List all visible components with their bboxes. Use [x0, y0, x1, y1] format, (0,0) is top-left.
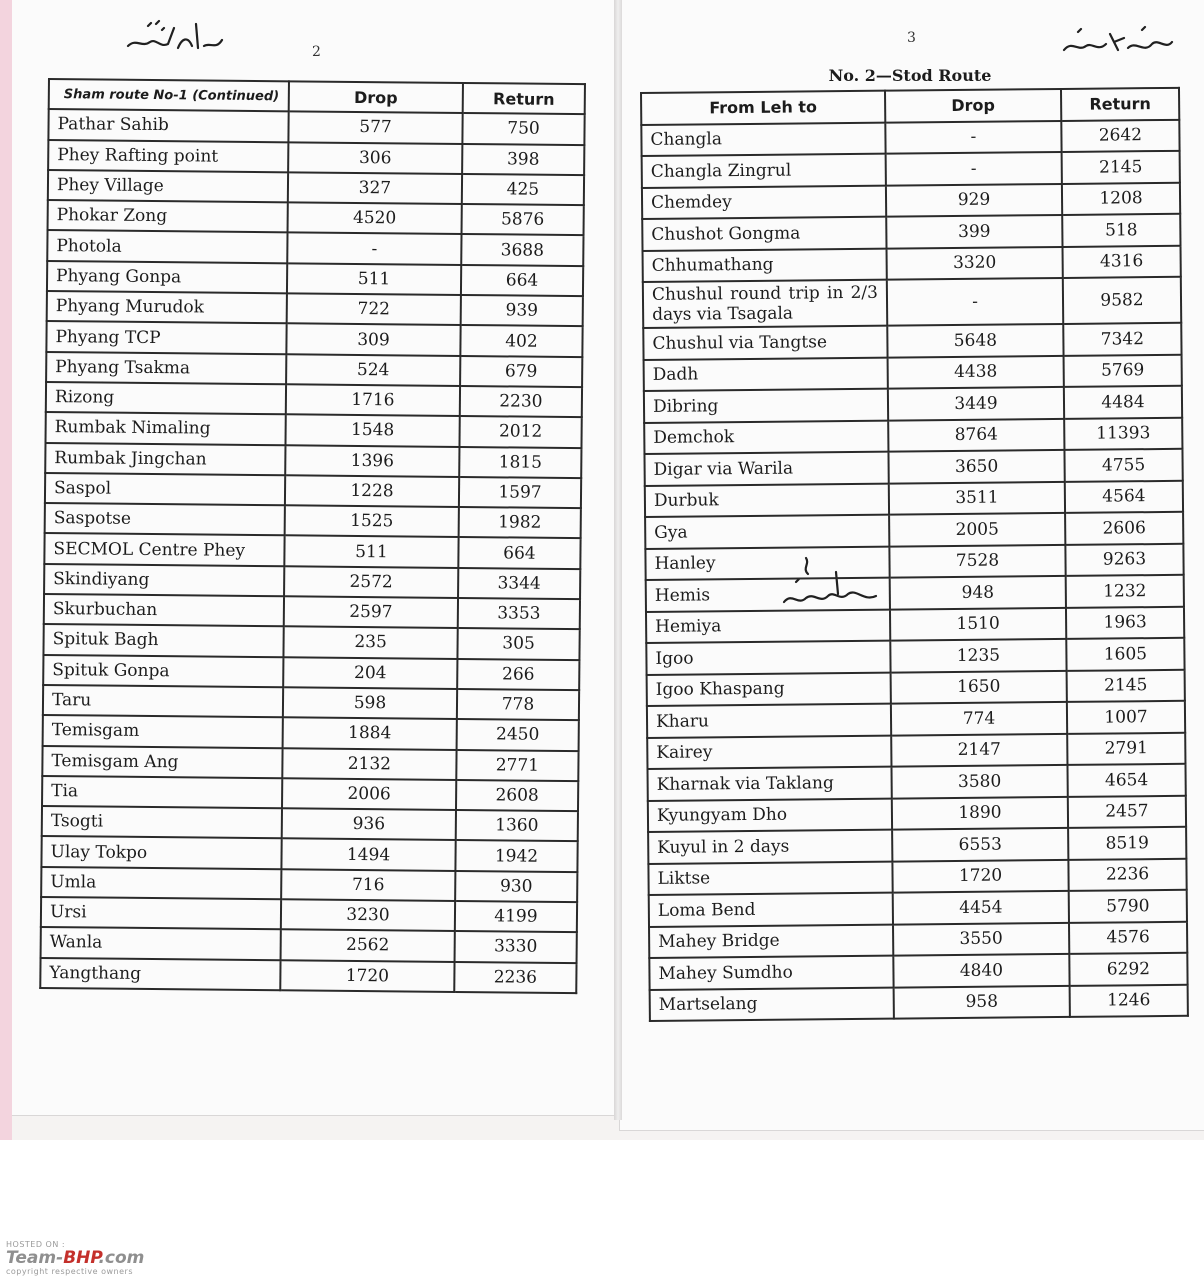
destination-cell: Kharnak via Taklang: [647, 767, 891, 801]
return-fare-cell: 2012: [459, 416, 581, 447]
drop-fare-cell: 524: [286, 354, 460, 386]
destination-cell: Spituk Bagh: [43, 624, 283, 657]
destination-cell: Kyungyam Dho: [648, 798, 892, 832]
drop-fare-cell: 2006: [282, 778, 456, 810]
return-fare-cell: 402: [460, 325, 582, 356]
return-fare-cell: 2791: [1067, 732, 1185, 765]
drop-fare-cell: 7528: [889, 544, 1065, 577]
drop-fare-cell: -: [887, 278, 1063, 326]
drop-fare-cell: 4520: [288, 202, 462, 234]
destination-cell: Chushul round trip in 2/3 days via Tsagala: [643, 280, 887, 328]
drop-fare-cell: 1235: [890, 639, 1066, 672]
drop-fare-cell: -: [287, 233, 461, 265]
destination-cell: Igoo: [646, 641, 890, 675]
table-row: [646, 638, 1184, 675]
return-fare-cell: 2608: [456, 780, 578, 811]
destination-cell: Saspotse: [45, 503, 285, 536]
drop-fare-cell: 2147: [891, 733, 1067, 766]
drop-fare-cell: 5648: [887, 324, 1063, 357]
destination-cell: Skurbuchan: [44, 594, 284, 627]
destination-cell: Ulay Tokpo: [41, 836, 281, 869]
destination-cell: Changla: [641, 122, 885, 156]
column-header-drop: Drop: [885, 89, 1061, 122]
table-row: [642, 214, 1180, 251]
drop-fare-cell: 4438: [888, 355, 1064, 388]
table-row: [40, 958, 576, 993]
destination-cell: Temisgam: [43, 715, 283, 748]
return-fare-cell: 664: [461, 265, 583, 296]
destination-cell: Chemdey: [642, 185, 886, 219]
return-fare-cell: 1942: [455, 840, 577, 871]
destination-cell: Chushot Gongma: [642, 217, 886, 251]
table-header-row: [641, 88, 1179, 125]
return-fare-cell: 3353: [458, 598, 580, 629]
destination-cell: Igoo Khaspang: [647, 672, 891, 706]
drop-fare-cell: -: [886, 152, 1062, 185]
return-fare-cell: 4755: [1064, 449, 1182, 482]
drop-fare-cell: 204: [283, 657, 457, 689]
return-fare-cell: 1982: [459, 507, 581, 538]
return-fare-cell: 1007: [1067, 701, 1185, 734]
destination-cell: Saspol: [45, 473, 285, 506]
return-fare-cell: 1208: [1062, 182, 1180, 215]
table-row: [646, 575, 1184, 612]
drop-fare-cell: 3580: [891, 765, 1067, 798]
destination-cell: Phokar Zong: [48, 200, 288, 233]
pink-edge: [0, 0, 12, 1140]
destination-cell: Temisgam Ang: [42, 746, 282, 779]
watermark-brand-suffix: .com: [98, 1248, 145, 1268]
drop-fare-cell: 2005: [889, 513, 1065, 546]
return-fare-cell: 518: [1062, 214, 1180, 247]
destination-cell: Wanla: [41, 927, 281, 960]
return-fare-cell: 266: [457, 659, 579, 690]
destination-cell: Umla: [41, 867, 281, 900]
table-row: [647, 732, 1185, 769]
drop-fare-cell: 577: [288, 112, 462, 144]
destination-cell: Martselang: [650, 987, 894, 1021]
drop-fare-cell: 1720: [280, 960, 454, 992]
return-fare-cell: 4576: [1069, 921, 1187, 954]
return-fare-cell: 3330: [455, 931, 577, 962]
drop-fare-cell: 3320: [887, 246, 1063, 279]
table-row: [643, 245, 1181, 282]
drop-fare-cell: 3650: [888, 450, 1064, 483]
watermark-hosted-on: HOSTED ON :: [6, 1240, 66, 1249]
table-row: [642, 182, 1180, 219]
watermark-brand-prefix: Team-: [6, 1248, 64, 1268]
column-header-route: Sham route No-1 (Continued): [49, 79, 289, 112]
return-fare-cell: 2450: [457, 719, 579, 750]
destination-cell: Rumbak Nimaling: [46, 412, 286, 445]
watermark-copyright: copyright respective owners: [6, 1267, 133, 1276]
drop-fare-cell: 511: [287, 263, 461, 295]
return-fare-cell: 1963: [1066, 606, 1184, 639]
return-fare-cell: 4199: [455, 901, 577, 932]
table-row: [645, 480, 1183, 517]
return-fare-cell: 930: [455, 871, 577, 902]
return-fare-cell: 750: [462, 113, 584, 144]
return-fare-cell: 4316: [1063, 245, 1181, 278]
table-row: [648, 827, 1186, 864]
table-row: [646, 606, 1184, 643]
return-fare-cell: 4564: [1065, 480, 1183, 513]
return-fare-cell: 9263: [1065, 543, 1183, 576]
drop-fare-cell: 1228: [285, 475, 459, 507]
destination-cell: Hemiya: [646, 609, 890, 643]
destination-cell: Phey Rafting point: [48, 140, 288, 173]
left-page-number: 2: [312, 44, 321, 60]
destination-cell: SECMOL Centre Phey: [44, 533, 284, 566]
return-fare-cell: 11393: [1064, 417, 1182, 450]
return-fare-cell: 2145: [1067, 669, 1185, 702]
drop-fare-cell: 958: [894, 985, 1070, 1018]
drop-fare-cell: 235: [283, 627, 457, 659]
sham-route-table: [39, 78, 586, 994]
table-row: [648, 795, 1186, 832]
table-row: [647, 764, 1185, 801]
table-row: [648, 858, 1186, 895]
table-row: [647, 701, 1185, 738]
table-row: [643, 323, 1181, 360]
return-fare-cell: 5790: [1069, 890, 1187, 923]
return-fare-cell: 7342: [1063, 323, 1181, 356]
destination-cell: Hanley: [645, 546, 889, 580]
drop-fare-cell: 3511: [889, 481, 1065, 514]
return-fare-cell: 2230: [460, 386, 582, 417]
return-fare-cell: 1815: [459, 447, 581, 478]
destination-cell: Kharu: [647, 704, 891, 738]
destination-cell: Chushul via Tangtse: [643, 326, 887, 360]
return-fare-cell: 425: [462, 174, 584, 205]
route-heading: No. 2—Stod Route: [828, 66, 992, 85]
watermark-brand: [6, 1249, 144, 1267]
table-row: [647, 669, 1185, 706]
destination-cell: Durbuk: [645, 483, 889, 517]
return-fare-cell: 2145: [1062, 151, 1180, 184]
destination-cell: Loma Bend: [649, 893, 893, 927]
destination-cell: Demchok: [644, 420, 888, 454]
return-fare-cell: 939: [461, 295, 583, 326]
destination-cell: Dibring: [644, 389, 888, 423]
team-bhp-watermark: [6, 1240, 144, 1276]
destination-cell: Dadh: [644, 357, 888, 391]
return-fare-cell: 2771: [456, 749, 578, 780]
drop-fare-cell: 948: [890, 576, 1066, 609]
return-fare-cell: 1360: [456, 810, 578, 841]
table-row: [649, 921, 1187, 958]
return-fare-cell: 4484: [1064, 386, 1182, 419]
return-fare-cell: 2457: [1068, 795, 1186, 828]
drop-fare-cell: 1525: [285, 505, 459, 537]
column-header-return: Return: [463, 83, 585, 114]
destination-cell: Tsogti: [42, 806, 282, 839]
destination-cell: Gya: [645, 515, 889, 549]
destination-cell: Digar via Warila: [644, 452, 888, 486]
destination-cell: Taru: [43, 685, 283, 718]
drop-fare-cell: 1716: [286, 384, 460, 416]
return-fare-cell: 5876: [462, 204, 584, 235]
drop-fare-cell: 309: [286, 324, 460, 356]
table-row: [644, 417, 1182, 454]
table-row: [645, 512, 1183, 549]
drop-fare-cell: 399: [886, 215, 1062, 248]
destination-cell: Kairey: [647, 735, 891, 769]
return-fare-cell: 398: [462, 144, 584, 175]
drop-fare-cell: 1890: [892, 796, 1068, 829]
return-fare-cell: 4654: [1067, 764, 1185, 797]
destination-cell: Pathar Sahib: [48, 109, 288, 142]
return-fare-cell: 5769: [1064, 354, 1182, 387]
return-fare-cell: 305: [457, 628, 579, 659]
drop-fare-cell: 722: [287, 293, 461, 325]
right-page-number: 3: [907, 30, 916, 46]
destination-cell: Photola: [47, 230, 287, 263]
drop-fare-cell: 4454: [893, 891, 1069, 924]
return-fare-cell: 1232: [1066, 575, 1184, 608]
drop-fare-cell: 716: [281, 869, 455, 901]
drop-fare-cell: 2562: [281, 930, 455, 962]
drop-fare-cell: 3550: [893, 922, 1069, 955]
table-row: [643, 277, 1181, 328]
destination-cell: Phyang Murudok: [47, 291, 287, 324]
drop-fare-cell: 1494: [281, 839, 455, 871]
drop-fare-cell: -: [885, 120, 1061, 153]
table-row: [641, 119, 1179, 156]
drop-fare-cell: 4840: [893, 954, 1069, 987]
return-fare-cell: 664: [458, 537, 580, 568]
drop-fare-cell: 8764: [888, 418, 1064, 451]
stod-route-table: [640, 87, 1189, 1022]
drop-fare-cell: 1548: [285, 415, 459, 447]
destination-cell: Phyang Tsakma: [46, 352, 286, 385]
table-row: [650, 984, 1188, 1021]
drop-fare-cell: 1884: [283, 718, 457, 750]
return-fare-cell: 2236: [454, 962, 576, 993]
drop-fare-cell: 2572: [284, 566, 458, 598]
drop-fare-cell: 598: [283, 687, 457, 719]
column-header-return: Return: [1061, 88, 1179, 121]
destination-cell: Yangthang: [40, 958, 280, 991]
return-fare-cell: 1246: [1070, 984, 1188, 1017]
drop-fare-cell: 1650: [891, 670, 1067, 703]
table-row: [644, 386, 1182, 423]
page-fold: [614, 0, 622, 1120]
destination-cell: Ursi: [41, 897, 281, 930]
return-fare-cell: 9582: [1063, 277, 1181, 324]
column-header-from-leh: From Leh to: [641, 91, 885, 125]
drop-fare-cell: 2132: [282, 748, 456, 780]
table-row: [642, 151, 1180, 188]
return-fare-cell: 2606: [1065, 512, 1183, 545]
return-fare-cell: 1605: [1066, 638, 1184, 671]
destination-cell: Phey Village: [48, 170, 288, 203]
return-fare-cell: 679: [460, 356, 582, 387]
return-fare-cell: 8519: [1068, 827, 1186, 860]
drop-fare-cell: 929: [886, 183, 1062, 216]
return-fare-cell: 3344: [458, 568, 580, 599]
destination-cell: Hemis: [646, 578, 890, 612]
drop-fare-cell: 1720: [892, 859, 1068, 892]
destination-cell: Liktse: [648, 861, 892, 895]
return-fare-cell: 1597: [459, 477, 581, 508]
destination-cell: Kuyul in 2 days: [648, 830, 892, 864]
table-row: [644, 449, 1182, 486]
drop-fare-cell: 1396: [285, 445, 459, 477]
destination-cell: Spituk Gonpa: [43, 655, 283, 688]
drop-fare-cell: 936: [282, 808, 456, 840]
table-row: [649, 890, 1187, 927]
destination-cell: Changla Zingrul: [642, 154, 886, 188]
destination-cell: Mahey Sumdho: [649, 956, 893, 990]
return-fare-cell: 6292: [1069, 953, 1187, 986]
return-fare-cell: 2236: [1068, 858, 1186, 891]
drop-fare-cell: 1510: [890, 607, 1066, 640]
drop-fare-cell: 3230: [281, 899, 455, 931]
drop-fare-cell: 774: [891, 702, 1067, 735]
destination-cell: Tia: [42, 776, 282, 809]
drop-fare-cell: 306: [288, 142, 462, 174]
drop-fare-cell: 3449: [888, 387, 1064, 420]
destination-cell: Phyang Gonpa: [47, 261, 287, 294]
destination-cell: Mahey Bridge: [649, 924, 893, 958]
return-fare-cell: 3688: [461, 234, 583, 265]
destination-cell: Rizong: [46, 382, 286, 415]
destination-cell: Chhumathang: [643, 248, 887, 282]
column-header-drop: Drop: [289, 81, 463, 113]
watermark-brand-accent: BHP: [63, 1248, 99, 1268]
drop-fare-cell: 6553: [892, 828, 1068, 861]
destination-cell: Phyang TCP: [46, 321, 286, 354]
destination-cell: Rumbak Jingchan: [45, 443, 285, 476]
table-row: [644, 354, 1182, 391]
destination-cell: Skindiyang: [44, 564, 284, 597]
table-row: [645, 543, 1183, 580]
drop-fare-cell: 511: [284, 536, 458, 568]
return-fare-cell: 2642: [1061, 119, 1179, 152]
table-row: [649, 953, 1187, 990]
drop-fare-cell: 327: [288, 172, 462, 204]
drop-fare-cell: 2597: [284, 596, 458, 628]
return-fare-cell: 778: [457, 689, 579, 720]
